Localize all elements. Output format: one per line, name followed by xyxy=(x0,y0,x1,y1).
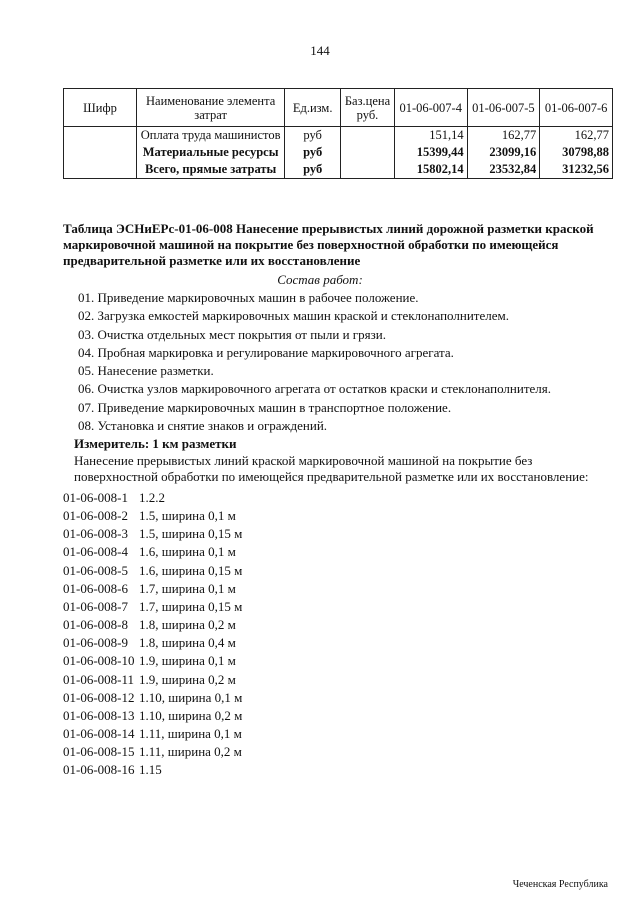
list-item xyxy=(63,761,242,779)
item-text: 1.8, ширина 0,4 м xyxy=(139,635,236,651)
work-step: 06. Очистка узлов маркировочного агрегата от остатков краски и стеклонаполнителя. xyxy=(78,381,552,397)
value-cell: 23099,16 xyxy=(467,144,540,161)
list-item xyxy=(63,689,242,707)
item-code: 01-06-008-7 xyxy=(63,598,128,614)
item-code: 01-06-008-8 xyxy=(63,617,128,633)
description: Нанесение прерывистых линий краской маркировочной машиной на покрытие без поверхностной обработки по имеющейся предварительной разметке или их восстановление: xyxy=(74,453,589,484)
header-base-price: Баз.цена руб. xyxy=(341,89,395,127)
item-text: 1.15 xyxy=(139,762,162,778)
item-text: 1.11, ширина 0,1 м xyxy=(139,726,242,742)
list-item xyxy=(63,616,242,634)
item-text: 1.10, ширина 0,1 м xyxy=(139,689,243,705)
item-code: 01-06-008-11 xyxy=(63,671,135,687)
item-code: 01-06-008-15 xyxy=(63,744,135,760)
cost-table xyxy=(63,88,613,179)
list-item xyxy=(63,507,242,525)
item-text: 1.7, ширина 0,1 м xyxy=(139,580,236,596)
item-code: 01-06-008-9 xyxy=(63,635,128,651)
item-code: 01-06-008-5 xyxy=(63,562,128,578)
item-text: 1.6, ширина 0,15 м xyxy=(139,562,243,578)
item-text: 1.5, ширина 0,15 м xyxy=(139,526,243,542)
value-cell: 151,14 xyxy=(394,127,467,145)
code-cell xyxy=(64,161,137,179)
list-item xyxy=(63,580,242,598)
item-text: 1.6, ширина 0,1 м xyxy=(139,544,236,560)
item-text: 1.7, ширина 0,15 м xyxy=(139,598,243,614)
item-text: 1.2.2 xyxy=(139,490,165,505)
header-code: Шифр xyxy=(64,89,137,127)
code-cell xyxy=(64,127,137,145)
list-item xyxy=(63,489,242,507)
item-text: 1.8, ширина 0,2 м xyxy=(139,617,236,633)
table-row xyxy=(64,161,613,179)
work-step: 08. Установка и снятие знаков и ограждений. xyxy=(78,418,328,434)
work-step: 04. Пробная маркировка и регулирование маркировочного агрегата. xyxy=(78,344,454,360)
value-cell: 15802,14 xyxy=(394,161,467,179)
value-cell: 162,77 xyxy=(467,127,540,145)
item-text: 1.9, ширина 0,2 м xyxy=(139,671,236,687)
table-header-row xyxy=(64,89,613,127)
list-item xyxy=(63,598,242,616)
header-col-007-4: 01-06-007-4 xyxy=(394,89,467,127)
list-item xyxy=(63,725,242,743)
value-cell: 30798,88 xyxy=(540,144,613,161)
item-code: 01-06-008-1 xyxy=(63,490,128,505)
item-code: 01-06-008-2 xyxy=(63,508,128,524)
cost-element-cell: Материальные ресурсы xyxy=(137,144,285,161)
list-item xyxy=(63,707,242,725)
page-number: 144 xyxy=(310,43,330,58)
work-step: 03. Очистка отдельных мест покрытия от пыли и грязи. xyxy=(78,326,386,342)
unit-cell: руб xyxy=(285,127,341,145)
value-cell: 23532,84 xyxy=(467,161,540,179)
item-code: 01-06-008-12 xyxy=(63,689,135,705)
cost-element-cell: Оплата труда машинистов xyxy=(137,127,285,145)
value-cell: 15399,44 xyxy=(394,144,467,161)
cost-element-cell: Всего, прямые затраты xyxy=(137,161,285,179)
item-code: 01-06-008-16 xyxy=(63,762,135,778)
list-item xyxy=(63,634,242,652)
header-col-007-5: 01-06-007-5 xyxy=(467,89,540,127)
item-code: 01-06-008-3 xyxy=(63,526,128,542)
work-step: 07. Приведение маркировочных машин в транспортное положение. xyxy=(78,399,452,415)
item-code: 01-06-008-4 xyxy=(63,544,128,560)
value-cell: 162,77 xyxy=(540,127,613,145)
item-text: 1.11, ширина 0,2 м xyxy=(139,744,242,760)
header-unit: Ед.изм. xyxy=(285,89,341,127)
item-code: 01-06-008-13 xyxy=(63,707,135,723)
item-text: 1.9, ширина 0,1 м xyxy=(139,653,236,669)
list-item xyxy=(63,652,242,670)
value-cell: 31232,56 xyxy=(540,161,613,179)
base-price-cell xyxy=(341,144,395,161)
measurement-unit: Измеритель: 1 км разметки xyxy=(74,436,237,451)
table-row xyxy=(64,127,613,145)
work-steps-list xyxy=(78,289,551,435)
work-step: 02. Загрузка емкостей маркировочных машин краской и стеклонаполнителем. xyxy=(78,308,509,324)
item-code: 01-06-008-14 xyxy=(63,726,135,742)
code-cell xyxy=(64,144,137,161)
base-price-cell xyxy=(341,127,395,145)
item-code: 01-06-008-6 xyxy=(63,580,128,596)
item-code: 01-06-008-10 xyxy=(63,653,135,669)
unit-cell: руб xyxy=(285,144,341,161)
table-row xyxy=(64,144,613,161)
list-item xyxy=(63,562,242,580)
base-price-cell xyxy=(341,161,395,179)
list-item xyxy=(63,525,242,543)
unit-cell: руб xyxy=(285,161,341,179)
code-list xyxy=(63,489,242,780)
item-text: 1.5, ширина 0,1 м xyxy=(139,508,236,524)
table-title: Таблица ЭСНиЕРс-01-06-008 Нанесение прерывистых линий дорожной разметки краской маркировочной машиной на покрытие без поверхностной обработки по имеющейся предварительной разметке или их восстановление xyxy=(63,221,594,268)
composition-heading: Состав работ: xyxy=(277,272,363,287)
list-item xyxy=(63,543,242,561)
header-col-007-6: 01-06-007-6 xyxy=(540,89,613,127)
header-cost-element: Наименование элемента затрат xyxy=(137,89,285,127)
work-step: 01. Приведение маркировочных машин в рабочее положение. xyxy=(78,290,419,305)
item-text: 1.10, ширина 0,2 м xyxy=(139,707,243,723)
work-step: 05. Нанесение разметки. xyxy=(78,363,214,379)
footer-region: Чеченская Республика xyxy=(512,879,608,890)
list-item xyxy=(63,743,242,761)
list-item xyxy=(63,671,242,689)
